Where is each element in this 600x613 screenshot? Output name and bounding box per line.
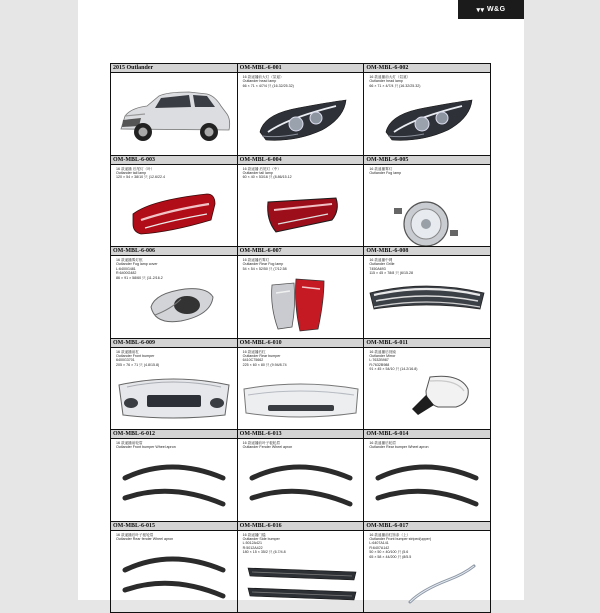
product-cell: [364, 156, 491, 248]
product-info-line: 50 × 50 × 40/100 只 (5.6: [369, 550, 431, 554]
brand-mark-icon: ▾▾: [476, 6, 484, 14]
product-info-line: 16 款遥播后杠: [243, 350, 287, 354]
product-info: [369, 167, 401, 176]
product-info-line: 66 × 71 × 4/7/4 只 (16.32/25.32): [369, 84, 420, 88]
product-info-line: 54 × 54 × 52/50 只 (7/12.58: [243, 267, 287, 271]
product-info-line: 16 款遥播 后尾灯（叶）: [116, 167, 165, 171]
product-info-line: 86 × 91 × 58/60 只 (11.2/16.2: [116, 276, 163, 280]
product-code: OM-MBL-6-007: [238, 247, 364, 256]
product-grid: [110, 63, 491, 613]
bumper-strip-icon: [364, 546, 490, 612]
product-cell: [111, 64, 238, 156]
product-info-line: Outlander Rear bumper: [243, 354, 287, 358]
fog-lamp-icon: [364, 180, 490, 246]
product-info-line: Outlander tail lamp: [243, 171, 292, 175]
rear-fog-lamp-icon: [238, 271, 364, 337]
product-cell: [238, 339, 365, 431]
product-info-line: Outlander Side bumper: [243, 537, 286, 541]
product-info: [116, 533, 173, 542]
product-info: [243, 167, 292, 180]
suv-car-icon: [111, 74, 237, 154]
brand-name: W&G: [487, 6, 506, 13]
product-info-line: 16 款遥播后轮眉: [369, 441, 428, 445]
product-code: OM-MBL-6-010: [238, 339, 364, 348]
product-info-line: 180 × 15 × 35/2 只 (6.7/4.8: [243, 550, 286, 554]
product-info: [116, 441, 176, 450]
product-code: OM-MBL-6-005: [364, 156, 490, 165]
product-info-line: Outlander Front bumper Wheel apron: [116, 445, 176, 449]
product-cell: [111, 156, 238, 248]
product-info-line: L:6407A141: [369, 541, 431, 545]
product-info-line: 16 款遥播前杠饰条（上）: [369, 533, 431, 537]
product-info-line: Outlander Fog lamp cover: [116, 262, 163, 266]
side-skirt-icon: [238, 546, 364, 612]
product-code: OM-MBL-6-015: [111, 522, 237, 531]
product-info-line: 16 款遥播后视镜: [369, 350, 417, 354]
product-cell: [238, 430, 365, 522]
product-code: OM-MBL-6-003: [111, 156, 237, 165]
fog-lamp-cover-icon: [111, 271, 237, 337]
product-info-line: 65 × 58 × 44/200 只 (8/5.5: [369, 555, 431, 559]
wheel-arch-icon: [238, 454, 364, 520]
mirror-icon: [364, 363, 490, 429]
product-info-line: 16 款遥播 后尾灯（中）: [243, 167, 292, 171]
grille-icon: [364, 271, 490, 337]
product-info-line: 6410C75662: [243, 358, 287, 362]
product-info-line: 16 款遥播门槛: [243, 533, 286, 537]
product-info-line: Outlander Fog lamp: [369, 171, 401, 175]
product-info-line: 120 × 54 × 38/10 只 (12.6/22.4: [116, 175, 165, 179]
brand-logo: [458, 0, 524, 19]
product-code: 2015 Outlander: [111, 64, 237, 73]
product-info-line: Outlander Mirror: [369, 354, 417, 358]
product-cell: [238, 64, 365, 156]
product-code: OM-MBL-6-002: [364, 64, 490, 73]
product-cell: [364, 430, 491, 522]
product-info-line: R:5012A422: [243, 546, 286, 550]
product-info-line: L:5012A421: [243, 541, 286, 545]
product-info-line: Outlander Rear fender Wheel apron: [116, 537, 173, 541]
headlamp-icon: [238, 88, 364, 154]
product-info-line: 16 款遥播前大灯（氙氪）: [369, 75, 420, 79]
product-info-line: R:6400G482: [116, 271, 163, 275]
product-code: OM-MBL-6-004: [238, 156, 364, 165]
product-code: OM-MBL-6-006: [111, 247, 237, 256]
product-info-line: 16 款遥播前杠: [116, 350, 159, 354]
rear-bumper-icon: [238, 363, 364, 429]
product-info: [369, 441, 428, 450]
product-info-line: Outlander Front bumper: [116, 354, 159, 358]
product-info-line: 66 × 71 × 4/7/4 只 (16.32/25.32): [243, 84, 294, 88]
product-code: OM-MBL-6-014: [364, 430, 490, 439]
product-info-line: 16 款遥播前轮眉: [116, 441, 176, 445]
product-cell: [364, 522, 491, 613]
product-info-line: 91 × 45 × 54/10 只 (14.2/16.8): [369, 367, 417, 371]
product-info-line: 16 款遥播前大灯（氙氪）: [243, 75, 294, 79]
product-cell: [364, 247, 491, 339]
product-cell: [111, 430, 238, 522]
product-info-line: Outlander Front bumper striped(upper): [369, 537, 431, 541]
product-info-line: 115 × 45 × 78/8 只 (6/15.28: [369, 271, 413, 275]
product-info-line: L:6400G481: [116, 267, 163, 271]
product-code: OM-MBL-6-012: [111, 430, 237, 439]
product-info-line: Outlander Rear Fog lamp: [243, 262, 287, 266]
product-code: OM-MBL-6-011: [364, 339, 490, 348]
product-info: [243, 258, 287, 271]
product-info-line: 60 × 40 × 53/16 只 (8.86/15.12: [243, 175, 292, 179]
product-info-line: 16 款遥播雾灯: [369, 167, 401, 171]
product-info-line: Outlander head lamp: [243, 79, 294, 83]
product-cell: [238, 247, 365, 339]
product-code: OM-MBL-6-017: [364, 522, 490, 531]
product-info-line: Outlander Grille: [369, 262, 413, 266]
product-info-line: Outlander tail lamp: [116, 171, 165, 175]
product-info-line: R:6407A142: [369, 546, 431, 550]
tail-lamp-icon: [111, 180, 237, 246]
product-code: OM-MBL-6-001: [238, 64, 364, 73]
product-info-line: R:7632B988: [369, 363, 417, 367]
product-info-line: 16 款遥播前叶子板轮眉: [243, 441, 293, 445]
headlamp-icon: [364, 88, 490, 154]
product-cell: [364, 339, 491, 431]
product-info-line: 16 款遥播后雾灯: [243, 258, 287, 262]
product-cell: [238, 522, 365, 613]
product-code: OM-MBL-6-013: [238, 430, 364, 439]
product-info-line: 6400G3701: [116, 358, 159, 362]
product-cell: [364, 64, 491, 156]
product-info-line: Outlander Rear bumper Wheel apron: [369, 445, 428, 449]
product-info: [243, 441, 293, 450]
product-info-line: 7450A693: [369, 267, 413, 271]
front-bumper-icon: [111, 363, 237, 429]
wheel-arch-icon: [364, 454, 490, 520]
product-info-line: 205 × 76 × 71 只 (4.8/15.8): [116, 363, 159, 367]
product-info-line: 16 款遥播中网: [369, 258, 413, 262]
product-info-line: Outlander head lamp: [369, 79, 420, 83]
product-info: [243, 75, 294, 88]
product-cell: [111, 339, 238, 431]
product-code: OM-MBL-6-016: [238, 522, 364, 531]
product-code: OM-MBL-6-009: [111, 339, 237, 348]
product-cell: [111, 522, 238, 613]
product-info-line: Outlander Fender Wheel apron: [243, 445, 293, 449]
product-info-line: 16 款遥播雾灯框: [116, 258, 163, 262]
product-info-line: 16 款遥播后叶子板轮眉: [116, 533, 173, 537]
product-info-line: 225 × 60 × 80 只 (9.94/8.74: [243, 363, 287, 367]
wheel-arch-icon: [111, 546, 237, 612]
inner-tail-lamp-icon: [238, 180, 364, 246]
product-code: OM-MBL-6-008: [364, 247, 490, 256]
product-info: [116, 167, 165, 180]
wheel-arch-icon: [111, 454, 237, 520]
product-info: [369, 75, 420, 88]
product-info-line: L:7632B987: [369, 358, 417, 362]
product-cell: [238, 156, 365, 248]
product-cell: [111, 247, 238, 339]
